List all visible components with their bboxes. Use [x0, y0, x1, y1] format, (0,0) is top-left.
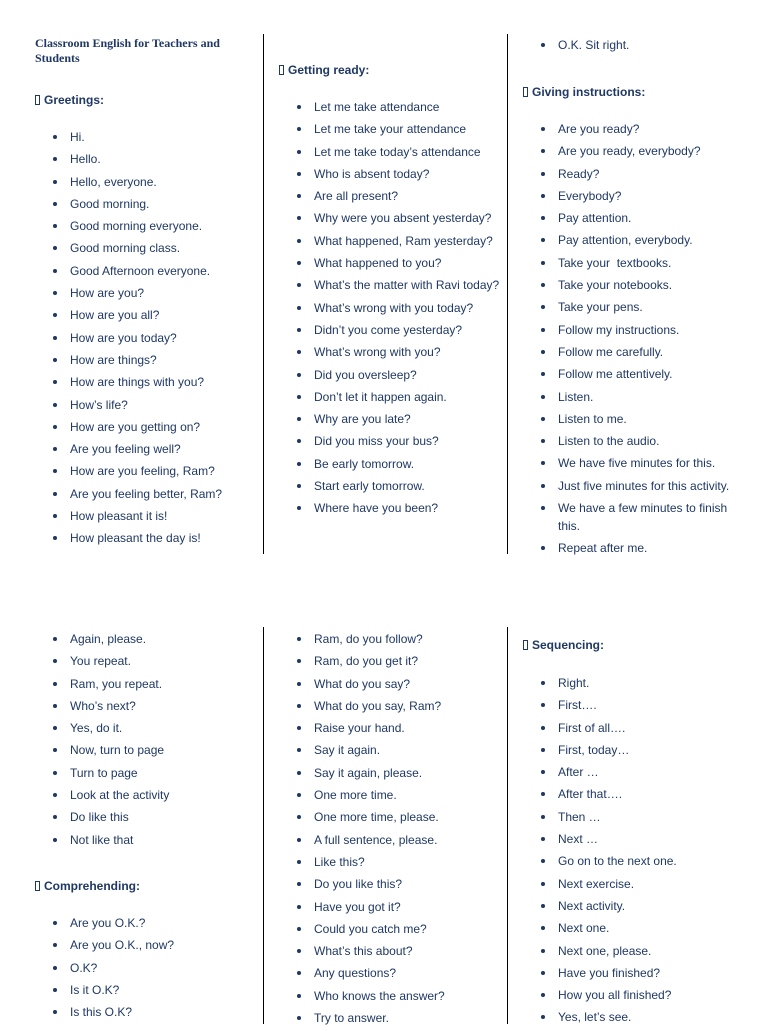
list-item: One more time. — [279, 786, 504, 804]
list-item: Who is absent today? — [279, 165, 504, 183]
list-item: What’s the matter with Ravi today? — [279, 276, 504, 294]
list-item: How’s life? — [35, 396, 260, 414]
list-item: A full sentence, please. — [279, 831, 504, 849]
list-item: How are things? — [35, 351, 260, 369]
list-item: O.K? — [35, 959, 260, 977]
list-item: Right. — [523, 674, 748, 692]
giving-instructions-list — [523, 120, 748, 562]
list-item: Why are you late? — [279, 410, 504, 428]
list-item: Are you O.K.? — [35, 914, 260, 932]
list-item: Take your notebooks. — [523, 276, 748, 294]
list-item: Let me take attendance — [279, 98, 504, 116]
list-item: Next activity. — [523, 897, 748, 915]
list-item: Do like this — [35, 808, 260, 826]
list-item: Not like that — [35, 831, 260, 849]
list-item: Are you O.K., now? — [35, 936, 260, 954]
list-item: Go on to the next one. — [523, 852, 748, 870]
list-item: Next one, please. — [523, 942, 748, 960]
list-item: Listen to me. — [523, 410, 748, 428]
list-item: Start early tomorrow. — [279, 477, 504, 495]
list-item: Everybody? — [523, 187, 748, 205]
list-item: One more time, please. — [279, 808, 504, 826]
list-item: Why were you absent yesterday? — [279, 209, 504, 227]
list-item: Repeat after me. — [523, 539, 748, 557]
checkbox-icon — [523, 87, 528, 97]
list-item: Then … — [523, 808, 748, 826]
list-item: You repeat. — [35, 652, 260, 670]
list-item: Next … — [523, 830, 748, 848]
list-item: How pleasant the day is! — [35, 529, 260, 547]
heading-greetings: Greetings: — [35, 93, 104, 107]
list-item: What’s this about? — [279, 942, 504, 960]
list-item: Ram, you repeat. — [35, 675, 260, 693]
list-item: Follow my instructions. — [523, 321, 748, 339]
list-item: Where have you been? — [279, 499, 504, 517]
column-divider — [507, 34, 508, 554]
list-item: What’s wrong with you today? — [279, 299, 504, 317]
list-item: What’s wrong with you? — [279, 343, 504, 361]
list-item: Follow me attentively. — [523, 365, 748, 383]
list-item: Next one. — [523, 919, 748, 937]
list-item: Next exercise. — [523, 875, 748, 893]
list-item: Have you finished? — [523, 964, 748, 982]
column-divider — [263, 34, 264, 554]
list-item: Didn’t you come yesterday? — [279, 321, 504, 339]
list-item: Now, turn to page — [35, 741, 260, 759]
list-item: Good Afternoon everyone. — [35, 262, 260, 280]
list-item: After … — [523, 763, 748, 781]
list-item: Hi. — [35, 128, 260, 146]
list-item: Yes, do it. — [35, 719, 260, 737]
list-item: Yes, let’s see. — [523, 1008, 748, 1026]
list-item: What do you say? — [279, 675, 504, 693]
list-item: What happened, Ram yesterday? — [279, 232, 504, 250]
getting-ready-list — [279, 98, 504, 522]
list-item: Good morning. — [35, 195, 260, 213]
list-item: Don’t let it happen again. — [279, 388, 504, 406]
list-item: Ready? — [523, 165, 748, 183]
list-item: How are things with you? — [35, 373, 260, 391]
list-item: Have you got it? — [279, 898, 504, 916]
list-item: Ram, do you follow? — [279, 630, 504, 648]
list-item: After that…. — [523, 785, 748, 803]
list-item: Say it again. — [279, 741, 504, 759]
list-item: Take your pens. — [523, 298, 748, 316]
list-item: Like this? — [279, 853, 504, 871]
sequencing-list — [523, 674, 748, 1031]
list-item: We have five minutes for this. — [523, 454, 748, 472]
list-item: Raise your hand. — [279, 719, 504, 737]
list-item: What happened to you? — [279, 254, 504, 272]
list-item: Are you feeling better, Ram? — [35, 485, 260, 503]
list-item: How are you getting on? — [35, 418, 260, 436]
column-divider — [263, 627, 264, 1024]
list-item: Could you catch me? — [279, 920, 504, 938]
list-item: Follow me carefully. — [523, 343, 748, 361]
list-item: Are you feeling well? — [35, 440, 260, 458]
heading-comprehending: Comprehending: — [35, 879, 140, 893]
list-item: Listen to the audio. — [523, 432, 748, 450]
list-item: Just five minutes for this activity. — [523, 477, 748, 495]
list-item: O.K. Sit right. — [523, 36, 748, 54]
list-item: Ram, do you get it? — [279, 652, 504, 670]
list-item: Pay attention, everybody. — [523, 231, 748, 249]
list-item: How pleasant it is! — [35, 507, 260, 525]
list-item: How are you today? — [35, 329, 260, 347]
list-item: First of all…. — [523, 719, 748, 737]
list-item: How are you all? — [35, 306, 260, 324]
heading-sequencing: Sequencing: — [523, 638, 604, 652]
column-divider — [507, 627, 508, 1024]
list-item: Look at the activity — [35, 786, 260, 804]
list-item: Listen. — [523, 388, 748, 406]
list-item: How are you? — [35, 284, 260, 302]
list-item: Are you ready? — [523, 120, 748, 138]
list-item: What do you say, Ram? — [279, 697, 504, 715]
list-item: Are you ready, everybody? — [523, 142, 748, 160]
list-item: Hello. — [35, 150, 260, 168]
list-item: Hello, everyone. — [35, 173, 260, 191]
list-item: Pay attention. — [523, 209, 748, 227]
document-title: Classroom English for Teachers and Students — [35, 36, 220, 65]
heading-getting-ready: Getting ready: — [279, 63, 369, 77]
list-item: Say it again, please. — [279, 764, 504, 782]
checkbox-icon — [35, 881, 40, 891]
list-item: Is it O.K? — [35, 981, 260, 999]
list-item: Turn to page — [35, 764, 260, 782]
list-item: We have a few minutes to finish this. — [523, 499, 748, 535]
sit-right-list — [523, 36, 748, 58]
follow-list — [279, 630, 504, 1031]
checkbox-icon — [35, 95, 40, 105]
list-item: Let me take your attendance — [279, 120, 504, 138]
list-item: Who’s next? — [35, 697, 260, 715]
list-item: Who knows the answer? — [279, 987, 504, 1005]
list-item: Did you oversleep? — [279, 366, 504, 384]
greetings-list — [35, 128, 260, 552]
list-item: Try to answer. — [279, 1009, 504, 1027]
list-item: Do you like this? — [279, 875, 504, 893]
list-item: Let me take today’s attendance — [279, 143, 504, 161]
list-item: Again, please. — [35, 630, 260, 648]
list-item: Any questions? — [279, 964, 504, 982]
list-item: How you all finished? — [523, 986, 748, 1004]
repeat-list — [35, 630, 260, 853]
comprehending-list — [35, 914, 260, 1025]
list-item: Did you miss your bus? — [279, 432, 504, 450]
list-item: Are all present? — [279, 187, 504, 205]
list-item: Take your textbooks. — [523, 254, 748, 272]
checkbox-icon — [279, 65, 284, 75]
list-item: First…. — [523, 696, 748, 714]
list-item: First, today… — [523, 741, 748, 759]
checkbox-icon — [523, 640, 528, 650]
list-item: Be early tomorrow. — [279, 455, 504, 473]
heading-giving-instructions: Giving instructions: — [523, 85, 645, 99]
list-item: Good morning everyone. — [35, 217, 260, 235]
list-item: Is this O.K? — [35, 1003, 260, 1021]
list-item: How are you feeling, Ram? — [35, 462, 260, 480]
list-item: Good morning class. — [35, 239, 260, 257]
